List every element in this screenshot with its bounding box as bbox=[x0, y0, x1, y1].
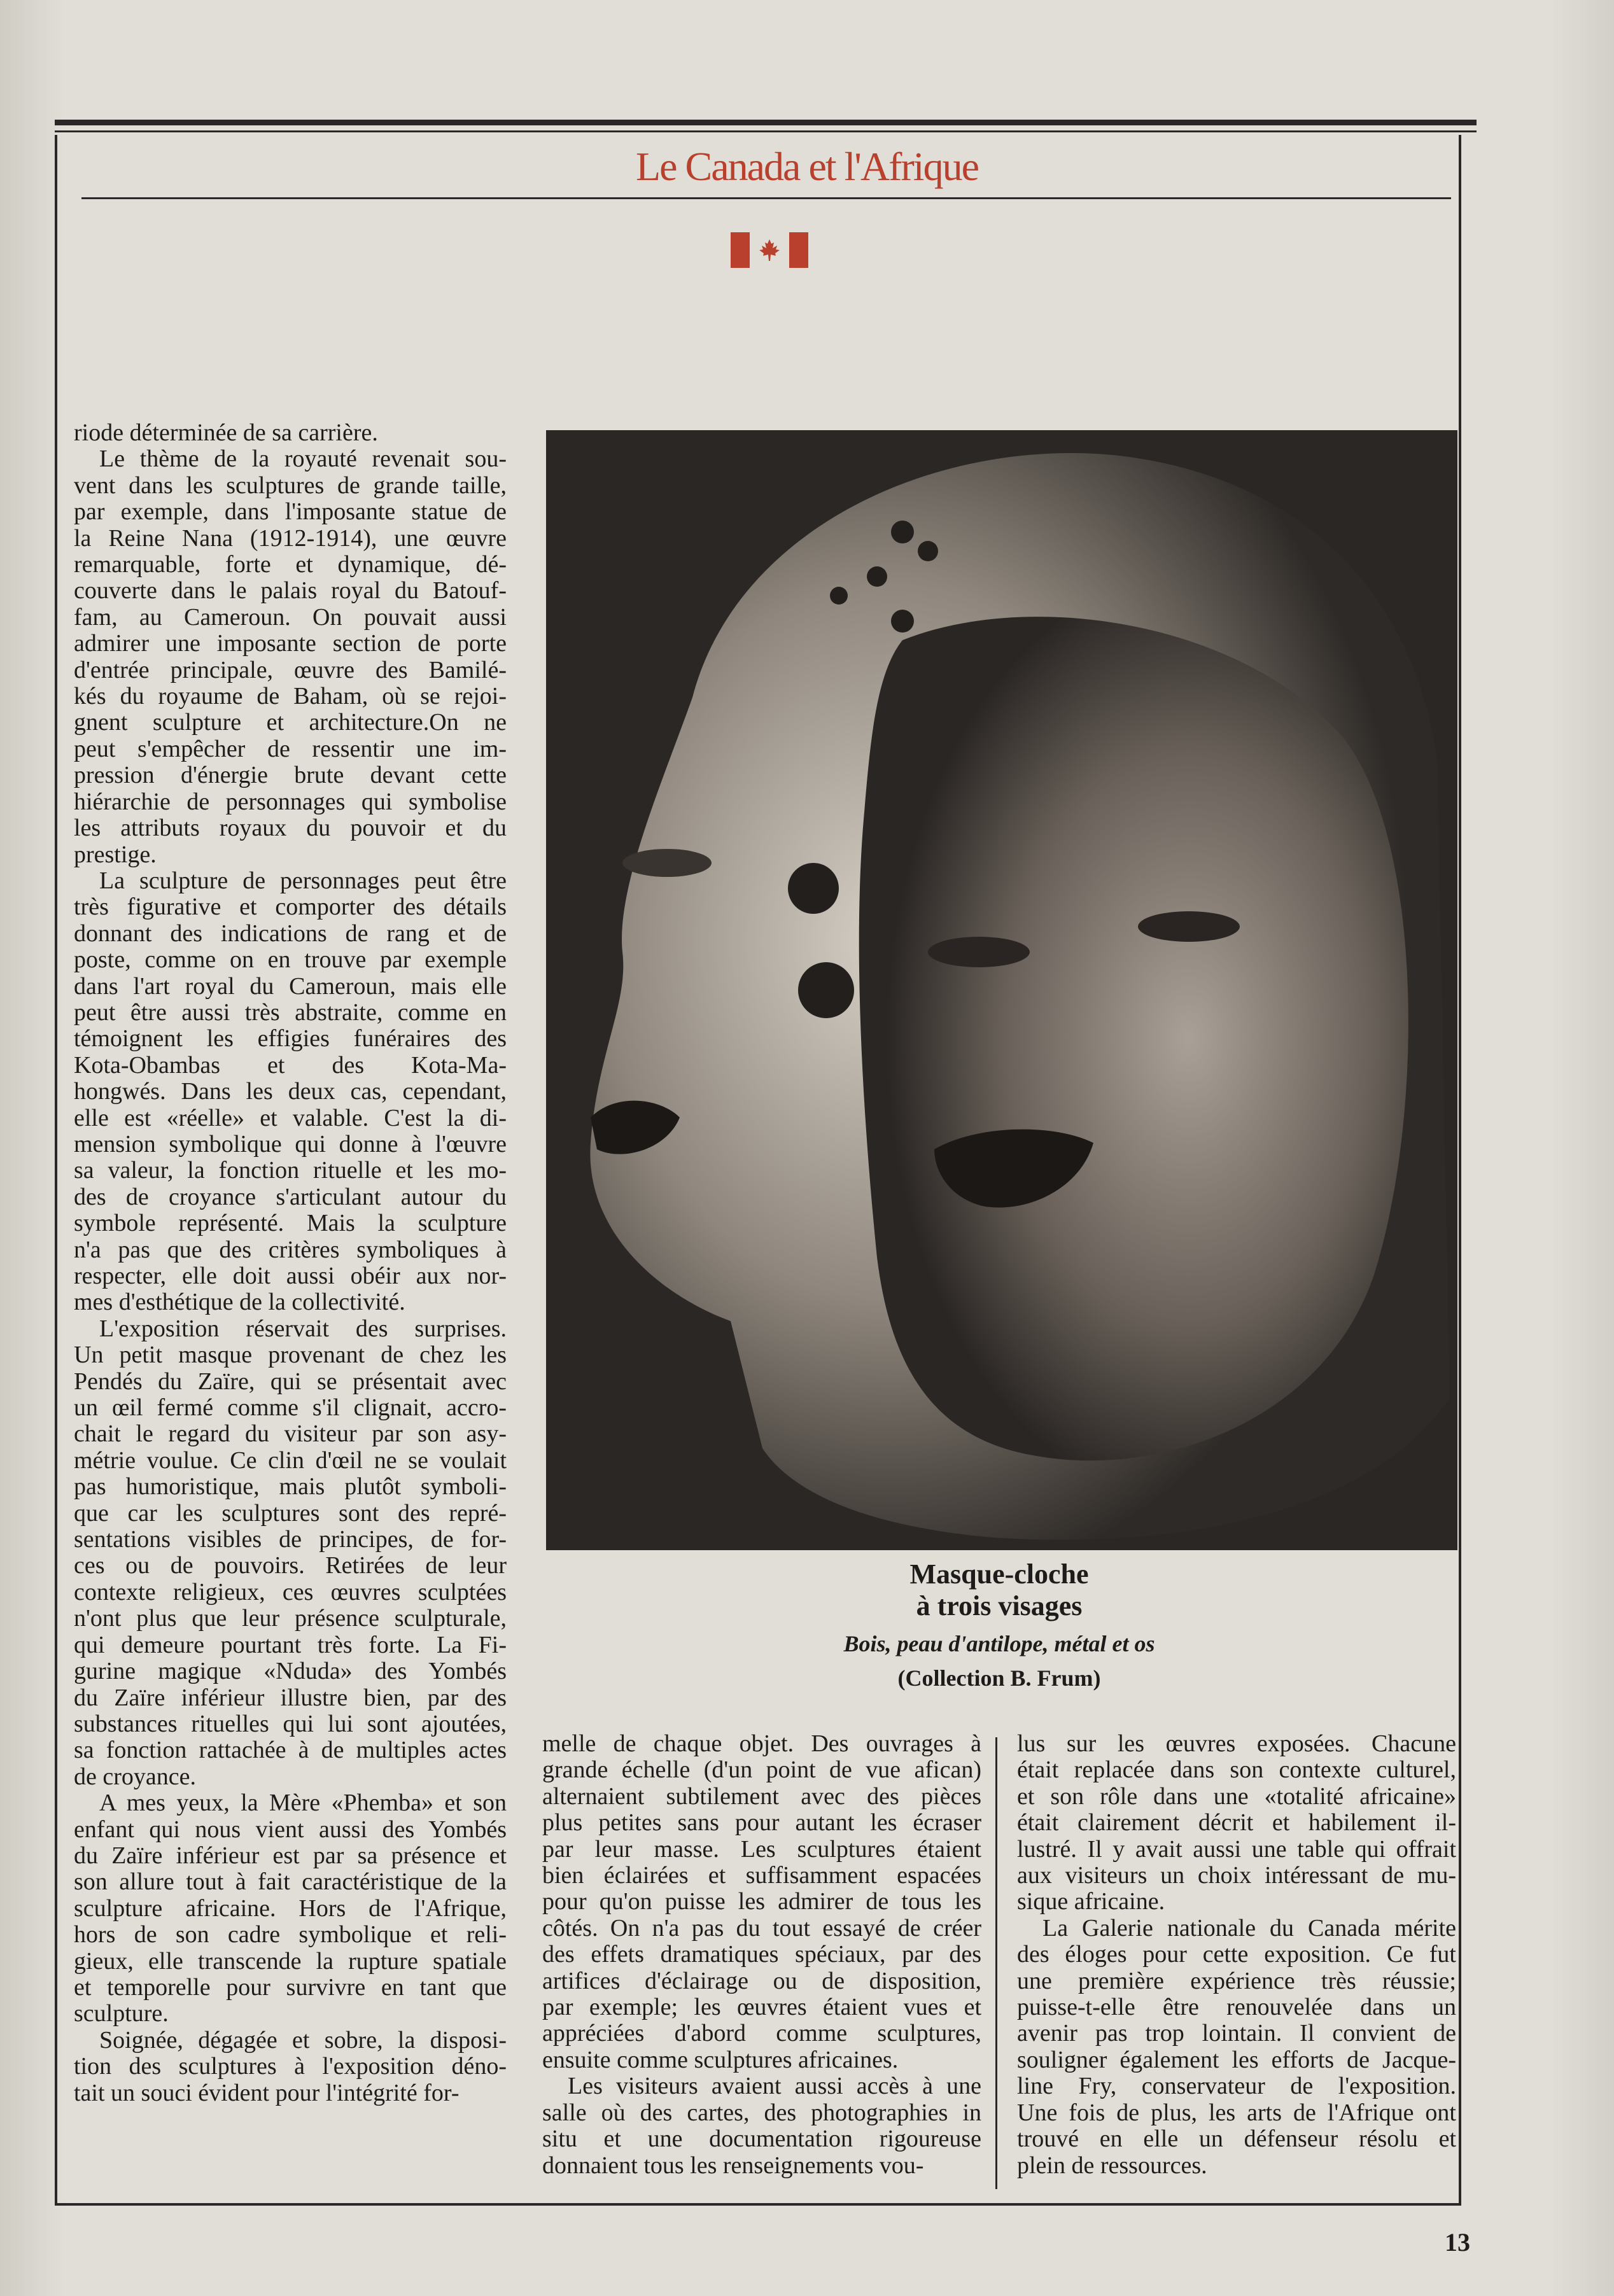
article-line: très figurative et comporter des détails bbox=[74, 893, 507, 921]
article-line: appréciées d'abord comme sculptures, bbox=[542, 2020, 981, 2047]
article-line: plein de ressources. bbox=[1017, 2152, 1207, 2179]
article-column-3 bbox=[1017, 1731, 1456, 2179]
title-rule bbox=[81, 197, 1451, 199]
article-line: pour qu'on puisse les admirer de tous les bbox=[542, 1888, 981, 1915]
article-line: Une fois de plus, les arts de l'Afrique ont bbox=[1017, 2099, 1456, 2126]
article-line: aux visiteurs un choix intéressant de mu- bbox=[1017, 1862, 1456, 1889]
article-line: Pendés du Zaïre, qui se présentait avec bbox=[74, 1368, 507, 1395]
article-line: les attributs royaux du pouvoir et du bbox=[74, 815, 507, 842]
article-line: sentations visibles de principes, de for- bbox=[74, 1526, 507, 1553]
article-line: grande échelle (d'un point de vue afican) bbox=[542, 1756, 981, 1784]
article-line: alternaient subtilement avec des pièces bbox=[542, 1782, 981, 1810]
article-line: ces ou de pouvoirs. Retirées de leur bbox=[74, 1552, 507, 1579]
article-line: Kota-Obambas et des Kota-Ma- bbox=[74, 1051, 507, 1079]
article-line: du Zaïre inférieur est par sa présence et bbox=[74, 1842, 507, 1869]
mask-photograph bbox=[546, 430, 1457, 1550]
article-line: sculpture africaine. Hors de l'Afrique, bbox=[74, 1894, 507, 1922]
article-line: peut être aussi très abstraite, comme en bbox=[74, 998, 507, 1026]
article-column-1 bbox=[74, 420, 507, 2106]
article-line: du Zaïre inférieur illustre bien, par des bbox=[74, 1684, 507, 1711]
article-line: tion des sculptures à l'exposition déno- bbox=[74, 2053, 507, 2080]
caption-title-line-1: Masque-cloche bbox=[909, 1558, 1089, 1590]
article-line: vent dans les sculptures de grande taille, bbox=[74, 472, 507, 499]
article-line: côtés. On n'a pas du tout essayé de créer bbox=[542, 1914, 981, 1942]
article-line: respecter, elle doit aussi obéir aux nor- bbox=[74, 1263, 507, 1289]
article-line: son allure tout à fait caractéristique de la bbox=[74, 1868, 507, 1896]
canada-flag-icon bbox=[731, 232, 808, 268]
article-line: des effets dramatiques spéciaux, par des bbox=[542, 1941, 981, 1968]
article-line: lus sur les œuvres exposées. Chacune bbox=[1017, 1730, 1456, 1757]
article-line: des éloges pour cette exposition. Ce fut bbox=[1017, 1941, 1456, 1968]
article-line: Soignée, dégagée et sobre, la disposi- bbox=[99, 2026, 507, 2054]
article-line: était replacée dans son contexte culturel, bbox=[1017, 1756, 1456, 1784]
article-line: peut s'empêcher de ressentir une im- bbox=[74, 735, 507, 762]
article-line: témoignent les effigies funéraires des bbox=[74, 1025, 507, 1053]
article-line: que car les sculptures sont des repré- bbox=[74, 1499, 507, 1527]
article-line: chait le regard du visiteur par son asy- bbox=[74, 1420, 507, 1448]
article-line: métrie voulue. Ce clin d'œil ne se voulait bbox=[74, 1446, 507, 1474]
article-line: fam, au Cameroun. On pouvait aussi bbox=[74, 603, 507, 631]
article-line: A mes yeux, la Mère «Phemba» et son bbox=[99, 1789, 507, 1817]
article-line: était clairement décrit et habilement il- bbox=[1017, 1809, 1456, 1837]
article-line: hongwés. Dans les deux cas, cependant, bbox=[74, 1078, 507, 1105]
article-line: poste, comme on en trouve par exemple bbox=[74, 946, 507, 974]
maple-leaf-icon bbox=[759, 239, 780, 262]
article-line: substances rituelles qui lui sont ajoutées, bbox=[74, 1710, 507, 1737]
article-line: pas humoristique, mais plutôt symboli- bbox=[74, 1473, 507, 1501]
article-line: gurine magique «Nduda» des Yombés bbox=[74, 1658, 507, 1685]
article-line: salle où des cartes, des photographies in bbox=[542, 2099, 981, 2126]
column-divider bbox=[995, 1737, 997, 2189]
article-line: par exemple; les œuvres étaient vues et bbox=[542, 1994, 981, 2021]
article-line: avenir pas trop lointain. Il convient de bbox=[1017, 2020, 1456, 2047]
article-line: d'entrée principale, œuvre des Bamilé- bbox=[74, 656, 507, 683]
article-line: qui demeure pourtant très forte. La Fi- bbox=[74, 1631, 507, 1658]
caption-title-line-2: à trois visages bbox=[916, 1590, 1083, 1621]
header-rule-thin bbox=[55, 130, 1477, 132]
caption-collection: (Collection B. Frum) bbox=[897, 1665, 1101, 1691]
article-line: par exemple, dans l'imposante statue de bbox=[74, 498, 507, 526]
article-column-2 bbox=[542, 1731, 981, 2179]
article-line: contexte religieux, ces œuvres sculptées bbox=[74, 1578, 507, 1606]
article-line: plus petites sans pour autant les écraser bbox=[542, 1809, 981, 1837]
article-line: dans l'art royal du Cameroun, mais elle bbox=[74, 972, 507, 1000]
article-line: La Galerie nationale du Canada mérite bbox=[1042, 1914, 1456, 1942]
article-line: sculpture. bbox=[74, 2000, 169, 2027]
article-line: tait un souci évident pour l'intégrité for- bbox=[74, 2079, 460, 2106]
article-line: mension symbolique qui donne à l'œuvre bbox=[74, 1130, 507, 1158]
three-faced-mask-image bbox=[546, 430, 1457, 1550]
article-line: par leur masse. Les sculptures étaient bbox=[542, 1835, 981, 1863]
article-line: de croyance. bbox=[74, 1763, 196, 1790]
article-line: ensuite comme sculptures africaines. bbox=[542, 2046, 899, 2073]
article-line: kés du royaume de Baham, où se rejoi- bbox=[74, 683, 507, 710]
article-line: une première expérience très réussie; bbox=[1017, 1967, 1456, 1994]
article-line: elle est «réelle» et valable. C'est la di- bbox=[74, 1104, 507, 1131]
article-line: Les visiteurs avaient aussi accès à une bbox=[568, 2073, 981, 2100]
article-line: sa valeur, la fonction rituelle et les mo- bbox=[74, 1157, 507, 1184]
article-line: situ et une documentation rigoureuse bbox=[542, 2125, 981, 2153]
article-line: donnaient tous les renseignements vou- bbox=[542, 2152, 924, 2179]
article-line: hors de son cadre symbolique et reli- bbox=[74, 1921, 507, 1949]
article-line: remarquable, forte et dynamique, dé- bbox=[74, 551, 507, 578]
article-line: melle de chaque objet. Des ouvrages à bbox=[542, 1730, 981, 1757]
article-line: donnant des indications de rang et de bbox=[74, 920, 507, 947]
article-line: puisse-t-elle être renouvelée dans un bbox=[1017, 1994, 1456, 2021]
article-line: Un petit masque provenant de chez les bbox=[74, 1341, 507, 1369]
article-line: L'exposition réservait des surprises. bbox=[99, 1315, 507, 1342]
article-line: riode déterminée de sa carrière. bbox=[74, 419, 378, 446]
article-line: line Fry, conservateur de l'exposition. bbox=[1017, 2073, 1456, 2100]
page-number: 13 bbox=[1445, 2228, 1470, 2257]
article-line: La sculpture de personnages peut être bbox=[99, 867, 507, 894]
article-line: mes d'esthétique de la collectivité. bbox=[74, 1289, 405, 1316]
article-line: et son rôle dans une «totalité africaine» bbox=[1017, 1782, 1456, 1810]
article-line: couverte dans le palais royal du Batouf- bbox=[74, 577, 507, 605]
article-line: pression d'énergie brute devant cette bbox=[74, 762, 507, 789]
article-line: et temporelle pour survivre en tant que bbox=[74, 1973, 507, 2001]
caption-materials: Bois, peau d'antilope, métal et os bbox=[843, 1631, 1155, 1656]
header-rule bbox=[55, 120, 1477, 125]
article-line: n'a pas que des critères symboliques à bbox=[74, 1236, 507, 1263]
article-line: trouvé en elle un défenseur résolu et bbox=[1017, 2125, 1456, 2153]
article-line: gnent sculpture et architecture.On ne bbox=[74, 709, 507, 736]
article-line: des de croyance s'articulant autour du bbox=[74, 1183, 507, 1210]
article-line: prestige. bbox=[74, 841, 157, 868]
article-line: enfant qui nous vient aussi des Yombés bbox=[74, 1816, 507, 1843]
article-line: artifices d'éclairage ou de disposition, bbox=[542, 1967, 981, 1994]
article-line: la Reine Nana (1912-1914), une œuvre bbox=[74, 524, 507, 552]
article-line: sique africaine. bbox=[1017, 1888, 1165, 1915]
article-line: lustré. Il y avait aussi une table qui offrait bbox=[1017, 1835, 1456, 1863]
article-line: gieux, elle transcende la rupture spatiale bbox=[74, 1947, 507, 1975]
section-title: Le Canada et l'Afrique bbox=[636, 144, 978, 189]
article-line: hiérarchie de personnages qui symbolise bbox=[74, 788, 507, 815]
article-line: n'ont plus que leur présence sculpturale, bbox=[74, 1605, 507, 1632]
article-line: souligner également les efforts de Jacque- bbox=[1017, 2046, 1456, 2073]
article-line: admirer une imposante section de porte bbox=[74, 630, 507, 657]
article-line: Le thème de la royauté revenait sou- bbox=[99, 445, 507, 473]
article-line: sa fonction rattachée à de multiples actes bbox=[74, 1737, 507, 1764]
article-line: symbole représenté. Mais la sculpture bbox=[74, 1210, 507, 1237]
article-line: un œil fermé comme s'il clignait, accro- bbox=[74, 1394, 507, 1422]
article-line: bien éclairées et suffisamment espacées bbox=[542, 1862, 981, 1889]
